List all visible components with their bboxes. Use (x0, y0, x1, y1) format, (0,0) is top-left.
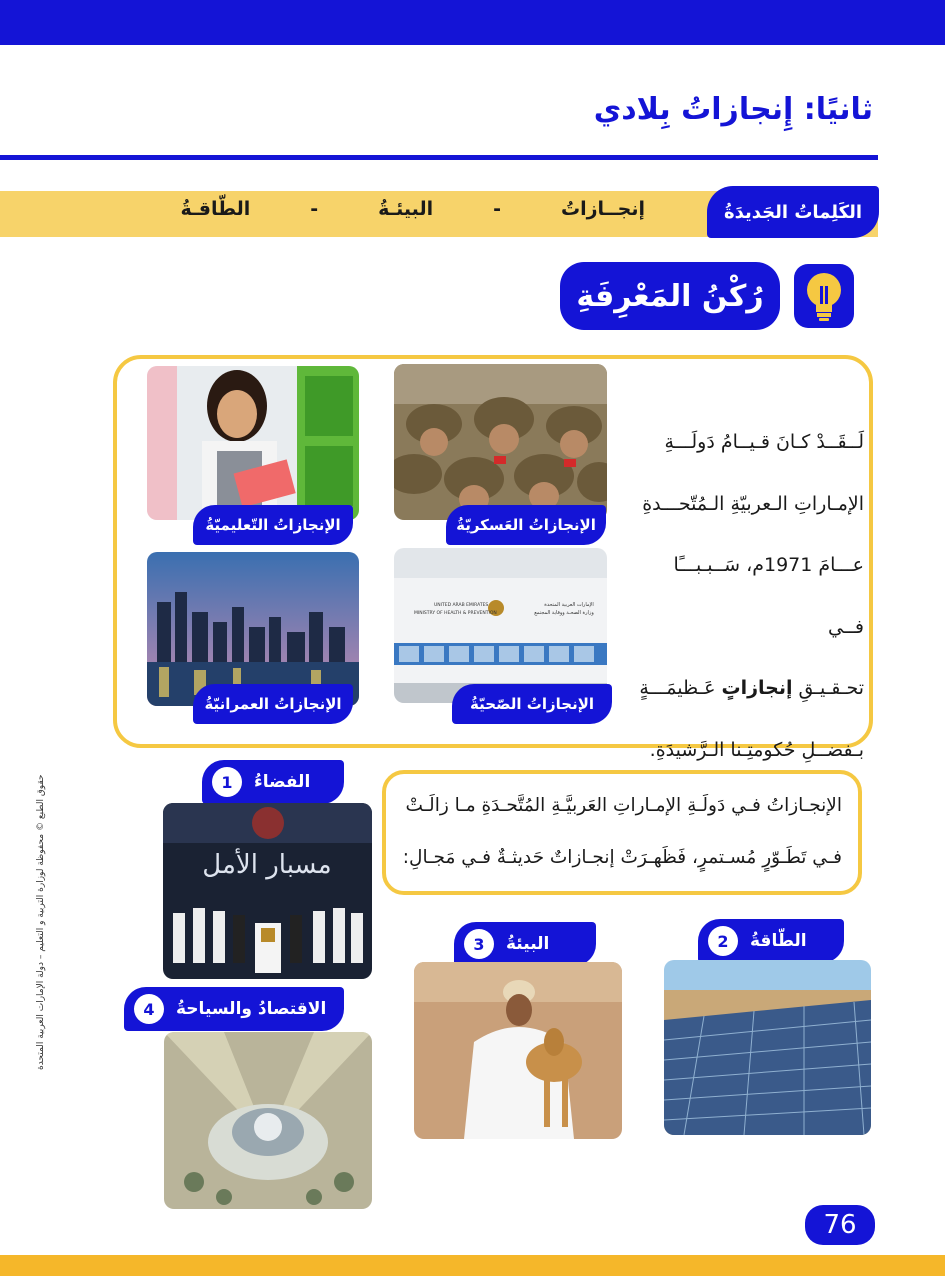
field-number: 4 (134, 994, 164, 1024)
fields-paragraph (382, 770, 862, 895)
hope-probe-sign: مسبار الأمل (202, 850, 332, 880)
field-label: الفضاءُ (254, 772, 311, 792)
vocab-label: الكَلِماتُ الجَديدَةُ (707, 186, 879, 238)
caption-health: الإنجازاتُ الصّحيّةُ (452, 684, 612, 724)
vocab-word: الطّاقـةُ (180, 198, 251, 220)
economy-photo (164, 1032, 372, 1209)
field-number: 3 (464, 929, 494, 959)
caption-education: الإنجازاتُ التّعليميّةُ (193, 505, 353, 545)
ministry-sign-ar: الإمارات العربية المتحدة (544, 602, 594, 608)
field-label: الاقتصادُ والسياحةُ (176, 999, 327, 1019)
intro-line: لَــقَــدْ كـانَ قـيــامُ دَولَـــةِ (664, 431, 864, 453)
environment-photo (414, 962, 622, 1139)
vocab-separator: - (310, 198, 319, 220)
intro-line: بـفضــلِ حُكومتِـنا الـرَّشيدَةِ. (649, 738, 864, 761)
military-photo (394, 364, 607, 520)
knowledge-corner-label: رُكْنُ المَعْرِفَةِ (560, 262, 780, 330)
field-label: الطّاقةُ (750, 931, 807, 951)
health-photo (394, 548, 607, 703)
intro-line: عـــامَ 1971م، سَــبـبـــًا فــي (673, 554, 864, 638)
ministry-sign-ar-2: وزارة الصحـة ووقاية المجتمع (534, 610, 594, 616)
field-tag-economy (124, 987, 344, 1031)
bottom-banner (0, 1255, 945, 1276)
caption-military: الإنجازاتُ العَسكريّةُ (446, 505, 606, 545)
education-photo (147, 366, 359, 520)
emphasis-word: إنجازاتٍ (721, 677, 793, 699)
ministry-sign-en: UNITED ARAB EMIRATES (434, 603, 489, 608)
vocab-words (181, 198, 645, 220)
page-title: ثانيًا: إِنجازاتُ بِلادي (593, 92, 873, 127)
vocab-word: إنجــازاتُ (560, 198, 645, 220)
intro-paragraph (632, 412, 864, 781)
intro-line: تحـقـيـقِ إنجازاتٍ عَـظيمَـــةٍ (639, 677, 864, 699)
energy-photo (664, 960, 871, 1135)
vocab-separator: - (493, 198, 501, 220)
vocab-word: البيئـةُ (378, 198, 434, 220)
field-label: البيئةُ (506, 934, 550, 954)
lightbulb-icon (792, 262, 856, 330)
field-number: 2 (708, 926, 738, 956)
top-banner (0, 0, 945, 45)
field-tag-environment (454, 922, 596, 966)
urban-photo (147, 552, 359, 706)
title-underline (0, 155, 878, 160)
fields-line: الإنجـازاتُ فـي دَولَـةِ الإمـاراتِ العَربيَّـةِ المُتَّحـدَةِ مـا زالَـتْ (405, 795, 842, 816)
fields-line: فـي تَطَـوّرٍ مُسـتمرٍ، فَظَهـرَتْ إنجـازاتٌ حَديثـةٌ فـي مَجـالِ: (402, 847, 842, 868)
page-number: 76 (805, 1205, 875, 1245)
intro-line: الإمـاراتِ الـعربيّةِ الـمُتّحـــدةِ (642, 492, 864, 515)
caption-urban: الإنجازاتُ العمرانيّةُ (193, 684, 353, 724)
copyright-note: حقوق الطبع © محفوظة لوزارة التربية و التعليم – دولة الإمارات العربية المتحدة (36, 774, 46, 1070)
field-tag-space (202, 760, 344, 804)
ministry-sign-en-2: MINISTRY OF HEALTH & PREVENTION (414, 611, 497, 616)
field-tag-energy (698, 919, 844, 963)
field-number: 1 (212, 767, 242, 797)
space-photo (163, 803, 372, 979)
